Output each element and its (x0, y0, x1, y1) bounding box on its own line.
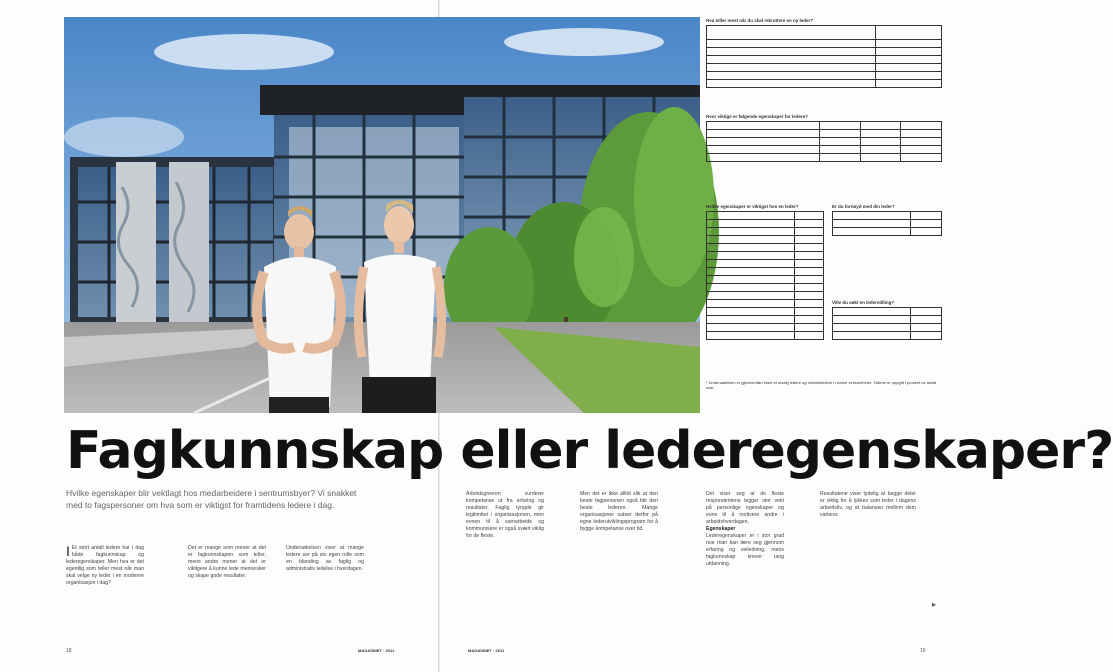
table-1-title: Hva teller mest når du skal rekruttere en ny leder? (706, 18, 814, 23)
headline: Fagkunnskap eller lederegenskaper? (66, 421, 1113, 481)
table-3-grid (706, 211, 824, 340)
table-3 (706, 204, 824, 340)
table-1-grid (706, 25, 942, 88)
table-2 (706, 114, 942, 162)
body-column-6 (706, 491, 784, 568)
page-number-right: 19 (920, 648, 926, 654)
body-column-7 (820, 491, 916, 519)
body-column-6-text: Det viser seg at de fleste respondentene legger stor vekt på personlige egenskaper og evne til å motivere andre i arbeidshverdagen. (706, 491, 784, 525)
body-column-3 (286, 545, 364, 573)
body-column-6b-text: Lederegenskaper er i stor grad noe man kan lære seg gjennom erfaring og veiledning, mens fagkunnskap krever lang utdanning. (706, 533, 784, 567)
continue-arrow-icon: ▸ (932, 600, 937, 609)
table-2-grid (706, 121, 942, 162)
body-column-4 (466, 491, 544, 540)
table-3-title: Hvilke egenskaper er viktigst hos en leder? (706, 204, 799, 209)
table-2-title: Hvor viktige er følgende egenskaper for ledere? (706, 114, 809, 119)
table-5-grid (832, 307, 942, 340)
body-column-2 (188, 545, 266, 580)
page-number-left: 18 (66, 648, 72, 654)
body-column-2-text: Det er mange som mener at det er fagkunnskapen som teller, mens andre mener at det er viktigere å kunne lede mennesker og skape gode resultater. (188, 545, 266, 579)
body-column-5 (580, 491, 658, 533)
body-column-7-text: Resultatene viser tydelig at begge deler er viktig for å lykkes som leder i dagens arbeidsliv, og at balansen mellom dem varierer. (820, 491, 916, 518)
drop-cap: I (66, 543, 70, 559)
intro-text: Hvilke egenskaper blir vektlagt hos medarbeidere i sentrumsbyer? Vi snakket med to fagspersoner om hva som er viktigst for framtidens ledere i dag. (66, 488, 357, 510)
table-footnote: * Undersøkelsen er gjennomført blant et utvalg ledere og medarbeidere i norske virksomheter. Tallene er oppgitt i prosent av antall svar. (706, 380, 937, 391)
body-column-1 (66, 545, 144, 587)
table-1 (706, 18, 942, 88)
table-5-title: Ville du søkt en lederstilling? (832, 300, 895, 305)
folio-right (468, 648, 504, 653)
building-photo (64, 17, 700, 413)
subheading: Egenskaper (706, 526, 736, 532)
table-5 (832, 300, 942, 340)
folio-left (358, 648, 394, 653)
table-4-title: Er du fornøyd med din leder? (832, 204, 895, 209)
table-4 (832, 204, 942, 236)
body-column-1-text: Et stort antall ledere har i dag både fagkunnskap og lederegenskaper. Men hva er det egentlig som teller mest når man skal velge ny leder i en moderne organisasjon i dag? (66, 545, 144, 586)
table-4-grid (832, 211, 942, 236)
body-column-4-text: Arbeidsgiveren vurderer kompetanse ut fra erfaring og resultater. Faglig tyngde gir legitimitet i organisasjonen, men evnen til å samarbeide og kommunisere er også svært viktig for de fleste. (466, 491, 544, 539)
folio-right-text: MAGASINET · 2011 (468, 648, 505, 653)
folio-left-text: MAGASINET · 2011 (358, 648, 395, 653)
photo-illustration (64, 17, 700, 413)
body-column-3-text: Undersøkelsen viser at mange ledere ser på sin egen rolle som en blanding av faglig og administrativ ledelse i hverdagen. (286, 545, 364, 572)
body-column-5-text: Men det er ikke alltid slik at den beste fagpersonen også blir den beste lederen. Mange organisasjoner satser derfor på egne lederutviklingsprogram for å bygge kompetanse over tid. (580, 491, 658, 532)
